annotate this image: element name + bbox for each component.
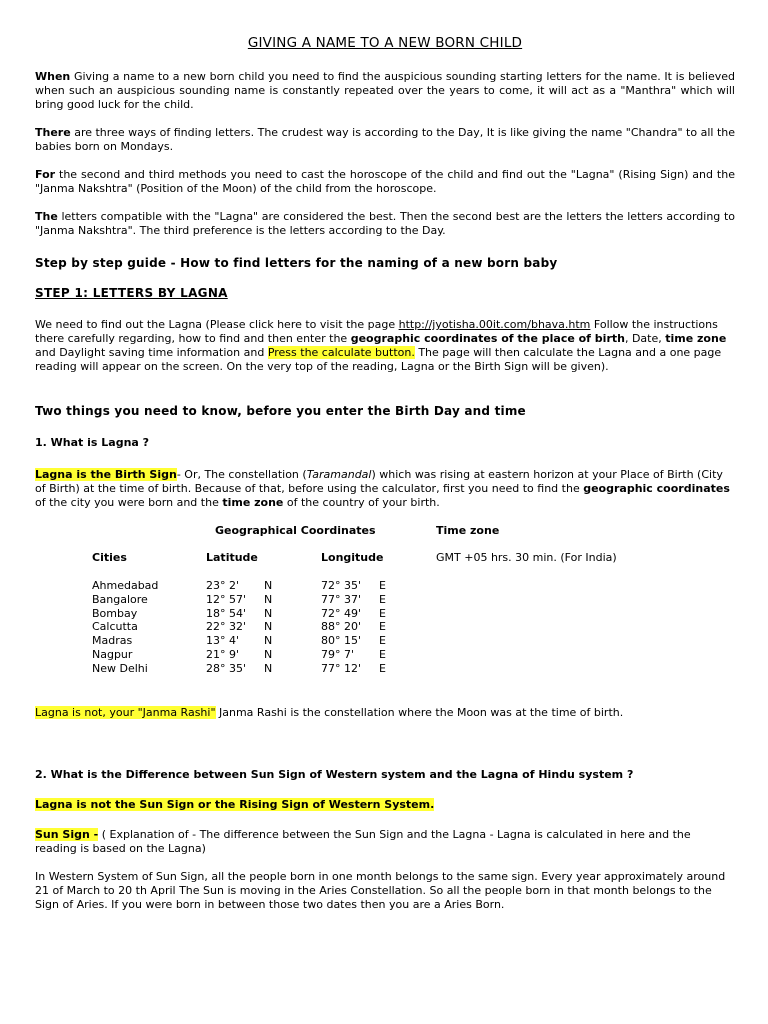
longitude-cell bbox=[321, 579, 386, 593]
ways-text: are three ways of finding letters. The crudest way is according to the Day, It is like giving the name "Chandra" to all the babies born on Mondays. bbox=[35, 126, 735, 153]
latitude-cell bbox=[206, 634, 272, 648]
step1-heading: STEP 1: LETTERS BY LAGNA bbox=[35, 286, 228, 300]
longitude-value: 77° 37' bbox=[321, 592, 362, 606]
latitude-value: 12° 57' bbox=[206, 592, 247, 606]
step1-paragraph bbox=[35, 318, 735, 374]
longitude-value: 79° 7' bbox=[321, 647, 355, 661]
document-title: GIVING A NAME TO A NEW BORN CHILD bbox=[247, 35, 523, 51]
longitude-cell bbox=[321, 648, 386, 662]
document-page bbox=[35, 30, 735, 926]
two-things-heading: Two things you need to know, before you enter the Birth Day and time bbox=[35, 404, 526, 418]
city-cell: Madras bbox=[92, 634, 133, 648]
latitude-header: Latitude bbox=[206, 551, 258, 564]
geo-coordinates-header: Geographical Coordinates bbox=[215, 524, 376, 537]
lagna-bold-time-zone: time zone bbox=[222, 496, 284, 509]
methods-lead-word: For bbox=[35, 168, 56, 181]
cities-header: Cities bbox=[92, 551, 127, 564]
latitude-direction: N bbox=[264, 592, 273, 606]
intro-lead-word: When bbox=[35, 70, 71, 83]
longitude-cell bbox=[321, 620, 386, 634]
longitude-column bbox=[321, 579, 386, 676]
cities-column bbox=[92, 579, 158, 676]
sun-sign-paragraph bbox=[35, 828, 735, 856]
ways-paragraph bbox=[35, 126, 735, 154]
latitude-cell bbox=[206, 620, 272, 634]
lagna-not-sun-sign-highlight: Lagna is not the Sun Sign or the Rising Sign of Western System. bbox=[35, 798, 435, 811]
step1-text-4: and Daylight saving time information and bbox=[35, 346, 268, 359]
lagna-paragraph bbox=[35, 468, 735, 510]
step1-bold-time-zone: time zone bbox=[665, 332, 727, 345]
longitude-cell bbox=[321, 662, 386, 676]
intro-paragraph bbox=[35, 70, 735, 112]
lagna-bold-coordinates: geographic coordinates bbox=[583, 482, 730, 495]
longitude-direction: E bbox=[379, 606, 386, 620]
preference-lead-word: The bbox=[35, 210, 58, 223]
latitude-direction: N bbox=[264, 620, 273, 634]
step1-text-5: The page will then calculate the Lagna and a one page reading will appear on the screen. On the very top of the reading, Lagna or the Birth Sign will be given). bbox=[35, 346, 722, 373]
longitude-direction: E bbox=[379, 647, 386, 661]
longitude-direction: E bbox=[379, 579, 386, 592]
longitude-value: 80° 15' bbox=[321, 634, 362, 648]
longitude-direction: E bbox=[379, 661, 386, 675]
longitude-cell bbox=[321, 593, 386, 607]
latitude-direction: N bbox=[264, 661, 273, 675]
step1-text-3: , Date, bbox=[624, 332, 666, 345]
what-is-lagna-heading: 1. What is Lagna ? bbox=[35, 436, 150, 449]
longitude-value: 88° 20' bbox=[321, 620, 362, 634]
preference-text: letters compatible with the "Lagna" are considered the best. Then the second best are the letters the letters according to "Janma Nakshtra". The third preference is the letters according to the Day. bbox=[35, 210, 735, 237]
lagna-text-3: of the city you were born and the bbox=[35, 496, 223, 509]
time-zone-value: GMT +05 hrs. 30 min. (For India) bbox=[436, 551, 617, 564]
lagna-birth-sign-highlight: Lagna is the Birth Sign bbox=[35, 468, 177, 481]
latitude-cell bbox=[206, 648, 272, 662]
methods-text: the second and third methods you need to cast the horoscope of the child and find out the "Lagna" (Rising Sign) and the "Janma Nakshtra" (Position of the Moon) of the child from the horoscope. bbox=[35, 168, 735, 195]
latitude-value: 23° 2' bbox=[206, 579, 240, 592]
latitude-value: 18° 54' bbox=[206, 606, 247, 620]
latitude-direction: N bbox=[264, 647, 273, 661]
latitude-cell bbox=[206, 662, 272, 676]
janma-rashi-text: Janma Rashi is the constellation where the Moon was at the time of birth. bbox=[215, 706, 624, 719]
sun-sign-highlight: Sun Sign - bbox=[35, 828, 99, 841]
janma-rashi-highlight: Lagna is not, your "Janma Rashi" bbox=[35, 706, 216, 719]
step1-bold-coordinates: geographic coordinates of the place of birth bbox=[350, 332, 625, 345]
city-cell: Ahmedabad bbox=[92, 579, 159, 592]
jyotisha-link[interactable]: http://jyotisha.00it.com/bhava.htm bbox=[398, 318, 591, 331]
latitude-direction: N bbox=[264, 606, 273, 620]
longitude-value: 77° 12' bbox=[321, 661, 362, 675]
latitude-cell bbox=[206, 607, 272, 621]
intro-text: Giving a name to a new born child you need to find the auspicious sounding starting letters for the name. It is believed when such an auspicious sounding name is constantly repeated over the years to come, it will act as a "Manthra" which will bring good luck for the child. bbox=[35, 70, 735, 111]
preference-paragraph bbox=[35, 210, 735, 238]
latitude-cell bbox=[206, 579, 272, 593]
janma-rashi-paragraph bbox=[35, 706, 735, 720]
taramandal-italic: Taramandal bbox=[306, 468, 372, 481]
lagna-text-4: of the country of your birth. bbox=[283, 496, 440, 509]
city-cell: New Delhi bbox=[92, 661, 148, 675]
longitude-direction: E bbox=[379, 620, 386, 634]
latitude-direction: N bbox=[264, 579, 273, 592]
latitude-cell bbox=[206, 593, 272, 607]
city-cell: Calcutta bbox=[92, 620, 138, 634]
methods-paragraph bbox=[35, 168, 735, 196]
longitude-direction: E bbox=[379, 592, 386, 606]
latitude-column bbox=[206, 579, 272, 676]
lagna-not-sun-sign-line bbox=[35, 798, 735, 812]
western-system-paragraph: In Western System of Sun Sign, all the people born in one month belongs to the same sign. Every year approximately around 21 of March to 20 th April The Sun is moving in the Aries Constellation. So all the people born in that month belongs to the Sign of Aries. If you were born in between those two dates then you are a Aries Born. bbox=[35, 870, 726, 911]
ways-lead-word: There bbox=[35, 126, 71, 139]
latitude-value: 28° 35' bbox=[206, 661, 247, 675]
longitude-value: 72° 35' bbox=[321, 579, 362, 592]
step1-text-1: We need to find out the Lagna (Please click here to visit the page bbox=[35, 318, 399, 331]
sun-sign-text: ( Explanation of - The difference between the Sun Sign and the Lagna - Lagna is calculated in here and the reading is based on the Lagna) bbox=[35, 828, 691, 855]
longitude-direction: E bbox=[379, 634, 386, 648]
latitude-value: 13° 4' bbox=[206, 634, 240, 648]
lagna-text-2: ) which was rising at eastern horizon at your Place of Birth (City of Birth) at the time of birth. Because of that, before using the calculator, first you need to find the bbox=[35, 468, 723, 495]
step1-text-2: Follow the instructions there carefully regarding, how to find and then enter the bbox=[35, 318, 718, 345]
latitude-value: 21° 9' bbox=[206, 647, 240, 661]
step1-highlight-calculate: Press the calculate button. bbox=[267, 346, 415, 359]
coordinates-table bbox=[35, 524, 735, 684]
longitude-value: 72° 49' bbox=[321, 606, 362, 620]
city-cell: Nagpur bbox=[92, 647, 133, 661]
longitude-cell bbox=[321, 607, 386, 621]
step-guide-heading: Step by step guide - How to find letters for the naming of a new born baby bbox=[35, 256, 558, 270]
time-zone-header: Time zone bbox=[436, 524, 500, 537]
lagna-text-1: - Or, The constellation ( bbox=[176, 468, 307, 481]
sun-sign-difference-heading: 2. What is the Difference between Sun Sign of Western system and the Lagna of Hindu system ? bbox=[35, 768, 634, 781]
city-cell: Bangalore bbox=[92, 592, 148, 606]
longitude-header: Longitude bbox=[321, 551, 384, 564]
longitude-cell bbox=[321, 634, 386, 648]
latitude-direction: N bbox=[264, 634, 273, 648]
latitude-value: 22° 32' bbox=[206, 620, 247, 634]
city-cell: Bombay bbox=[92, 606, 138, 620]
